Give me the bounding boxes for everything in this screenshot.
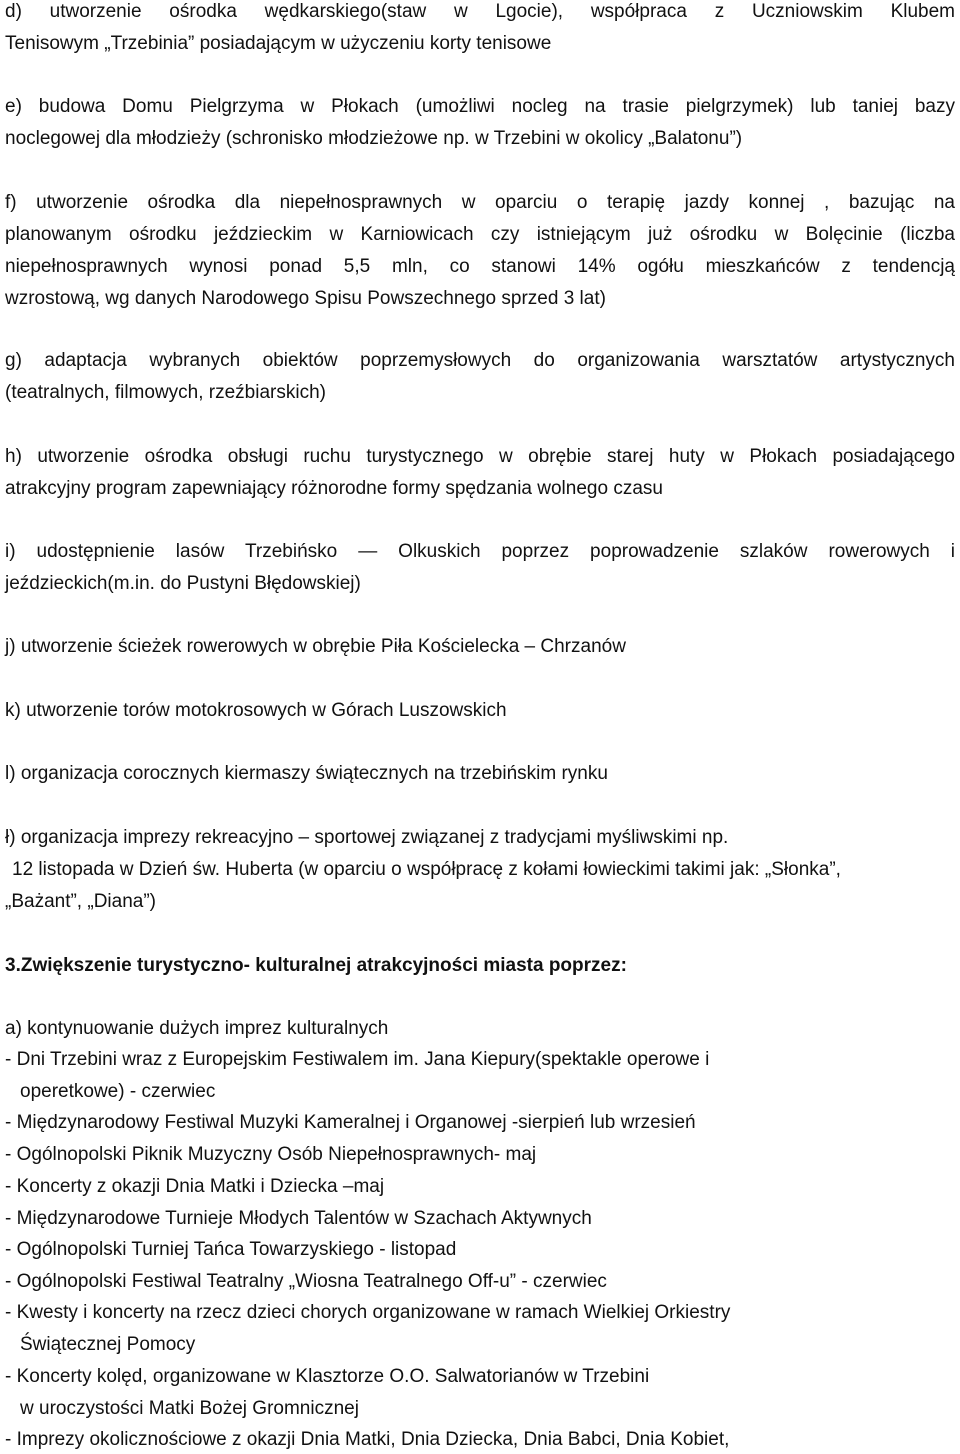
item-l-stroke-line-2: 12 listopada w Dzień św. Huberta (w oparciu o współpracę z kołami łowieckimi takimi jak: „Słonka”, [12,859,841,880]
item-i-line-1: i) udostępnienie lasów Trzebińsko — Olkuskich poprzez poprowadzenie szlaków rowerowych i [5,541,955,562]
section-heading-3: 3.Zwiększenie turystyczno- kulturalnej atrakcyjności miasta poprzez: [5,955,627,976]
section-a-title: a) kontynuowanie dużych imprez kulturalnych [5,1018,389,1039]
item-i-line-2: jeździeckich(m.in. do Pustyni Błędowskiej) [5,573,361,594]
item-e-line-2: noclegowej dla młodzieży (schronisko młodzieżowe np. w Trzebini w okolicy „Balatonu”) [5,128,743,149]
item-l-stroke-line-3: „Bażant”, „Diana”) [5,891,156,912]
event-line-3: - Międzynarodowy Festiwal Muzyki Kameralnej i Organowej -sierpień lub wrzesień [5,1112,696,1133]
event-line-9: - Kwesty i koncerty na rzecz dzieci chorych organizowane w ramach Wielkiej Orkiestry [5,1302,731,1323]
item-d-line-2: Tenisowym „Trzebinia” posiadającym w użyczeniu korty tenisowe [5,33,552,54]
event-line-6: - Międzynarodowe Turnieje Młodych Talentów w Szachach Aktywnych [5,1208,592,1229]
item-f-line-3: niepełnosprawnych wynosi ponad 5,5 mln, co stanowi 14% ogółu mieszkańców z tendencją [5,256,955,277]
event-line-12: w uroczystości Matki Bożej Gromnicznej [20,1398,359,1419]
event-line-5: - Koncerty z okazji Dnia Matki i Dziecka –maj [5,1176,385,1197]
item-j: j) utworzenie ścieżek rowerowych w obrębie Piła Kościelecka – Chrzanów [5,636,626,657]
event-line-2: operetkowe) - czerwiec [20,1081,216,1102]
event-line-13: - Imprezy okolicznościowe z okazji Dnia Matki, Dnia Dziecka, Dnia Babci, Dnia Kobiet, [5,1429,730,1450]
item-d-line-1: d) utworzenie ośrodka wędkarskiego(staw w Lgocie), współpraca z Uczniowskim Klubem [5,1,955,22]
item-f-line-1: f) utworzenie ośrodka dla niepełnosprawnych w oparciu o terapię jazdy konnej , bazując na [5,192,955,213]
event-line-10: Świątecznej Pomocy [20,1334,196,1355]
event-line-8: - Ogólnopolski Festiwal Teatralny „Wiosna Teatralnego Off-u” - czerwiec [5,1271,607,1292]
item-h-line-1: h) utworzenie ośrodka obsługi ruchu turystycznego w obrębie starej huty w Płokach posiadającego [5,446,955,467]
item-f-line-4: wzrostową, wg danych Narodowego Spisu Powszechnego sprzed 3 lat) [5,288,606,309]
event-line-11: - Koncerty kolęd, organizowane w Klasztorze O.O. Salwatorianów w Trzebini [5,1366,650,1387]
item-k: k) utworzenie torów motokrosowych w Górach Luszowskich [5,700,507,721]
item-g-line-2: (teatralnych, filmowych, rzeźbiarskich) [5,382,326,403]
item-h-line-2: atrakcyjny program zapewniający różnorodne formy spędzania wolnego czasu [5,478,663,499]
item-l: l) organizacja corocznych kiermaszy świątecznych na trzebińskim rynku [5,763,608,784]
item-e-line-1: e) budowa Domu Pielgrzyma w Płokach (umożliwi nocleg na trasie pielgrzymek) lub taniej bazy [5,96,955,117]
item-l-stroke-line-1: ł) organizacja imprezy rekreacyjno – sportowej związanej z tradycjami myśliwskimi np. [5,827,729,848]
item-f-line-2: planowanym ośrodku jeździeckim w Karniowicach czy istniejącym już ośrodku w Bolęcinie (liczba [5,224,955,245]
event-line-7: - Ogólnopolski Turniej Tańca Towarzyskiego - listopad [5,1239,457,1260]
item-g-line-1: g) adaptacja wybranych obiektów poprzemysłowych do organizowania warsztatów artystycznych [5,350,955,371]
event-line-1: - Dni Trzebini wraz z Europejskim Festiwalem im. Jana Kiepury(spektakle operowe i [5,1049,710,1070]
event-line-4: - Ogólnopolski Piknik Muzyczny Osób Niepełnosprawnych- maj [5,1144,537,1165]
